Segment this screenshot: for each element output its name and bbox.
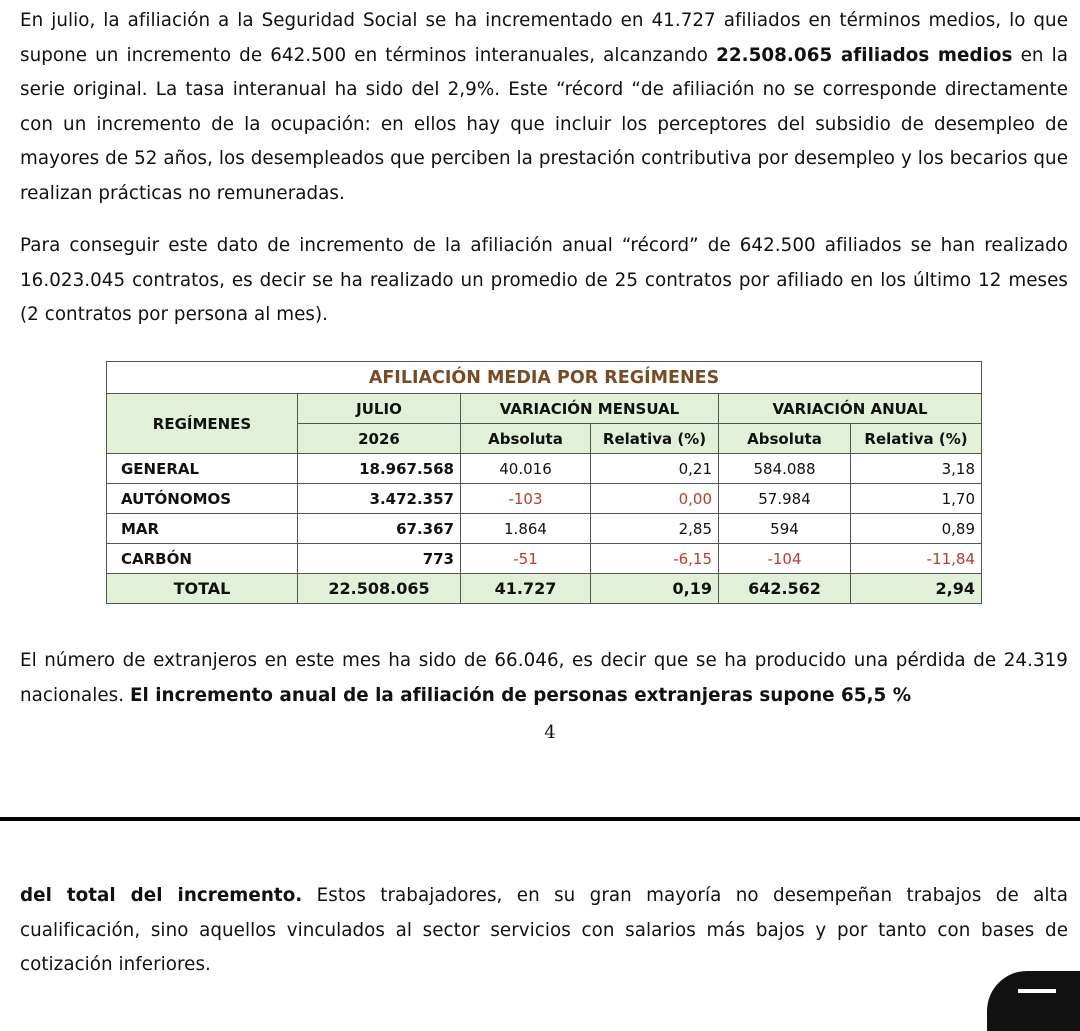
- cell-anual-absoluta: 594: [719, 514, 851, 544]
- row-label: MAR: [107, 514, 298, 544]
- paragraph-continuacion-text: Estos trabajadores, en su gran mayoría no desempeñan trabajos de alta cualificación, sino aquellos vinculados al sector servicios con salarios más bajos y por tanto con bases de cotización inferiores.: [20, 885, 1068, 975]
- cell-anual-relativa: 1,70: [851, 484, 982, 514]
- cell-anual-relativa: 3,18: [851, 454, 982, 484]
- paragraph-continuacion: [20, 879, 1068, 983]
- table-row: [107, 514, 982, 544]
- paragraph-contratos: Para conseguir este dato de incremento de la afiliación anual “récord” de 642.500 afiliados se han realizado 16.023.045 contratos, es decir se ha realizado un promedio de 25 contratos por afiliado en los último 12 meses (2 contratos por persona al mes).: [20, 235, 1068, 325]
- total-label: TOTAL: [107, 574, 298, 604]
- cell-mensual-relativa: 0,21: [591, 454, 719, 484]
- table-row: [107, 544, 982, 574]
- paragraph-continuacion-bold: del total del incremento.: [20, 885, 303, 906]
- corner-menu-icon[interactable]: [987, 971, 1080, 1031]
- paragraph-extranjeros-text: El número de extranjeros en este mes ha sido de 66.046, es decir que se ha producido una pérdida de 24.319 nacionales.: [20, 650, 1068, 706]
- row-label: CARBÓN: [107, 544, 298, 574]
- cell-mensual-absoluta: 40.016: [461, 454, 591, 484]
- header-variacion-mensual: VARIACIÓN MENSUAL: [461, 394, 719, 424]
- header-mensual-absoluta: Absoluta: [461, 424, 591, 454]
- afiliacion-table: [106, 361, 982, 604]
- total-mensual-absoluta: 41.727: [461, 574, 591, 604]
- total-anual-absoluta: 642.562: [719, 574, 851, 604]
- header-julio: JULIO: [298, 394, 461, 424]
- paragraph-afiliacion-bold: 22.508.065 afiliados medios: [716, 44, 1013, 66]
- header-anual-relativa: Relativa (%): [851, 424, 982, 454]
- header-regimenes: REGÍMENES: [107, 394, 298, 454]
- cell-anual-relativa: -11,84: [851, 544, 982, 574]
- header-variacion-anual: VARIACIÓN ANUAL: [719, 394, 982, 424]
- cell-julio: 67.367: [298, 514, 461, 544]
- total-anual-relativa: 2,94: [851, 574, 982, 604]
- paragraph-afiliacion-text-2: en la serie original. La tasa interanual ha sido del 2,9%. Este “récord “de afiliación no se corresponde directamente con un incremento de la ocupación: en ellos hay que incluir los perceptores del subsidio de desempleo de mayores de 52 años, los desempleados que perciben la prestación contributiva por desempleo y los becarios que realizan prácticas no remuneradas.: [20, 44, 1068, 204]
- cell-julio: 18.967.568: [298, 454, 461, 484]
- header-year: 2026: [298, 424, 461, 454]
- row-label: GENERAL: [107, 454, 298, 484]
- cell-anual-absoluta: -104: [719, 544, 851, 574]
- paragraph-extranjeros: [20, 644, 1068, 713]
- paragraph-afiliacion-text-1: En julio, la afiliación a la Seguridad Social se ha incrementado en 41.727 afiliados en términos medios, lo que supone un incremento de 642.500 en términos interanuales, alcanzando: [20, 10, 1068, 66]
- paragraph-extranjeros-bold: El incremento anual de la afiliación de personas extranjeras supone 65,5 %: [129, 684, 912, 706]
- paragraph-afiliacion: [20, 4, 1068, 211]
- header-anual-absoluta: Absoluta: [719, 424, 851, 454]
- total-mensual-relativa: 0,19: [591, 574, 719, 604]
- cell-mensual-absoluta: 1.864: [461, 514, 591, 544]
- table-row: [107, 484, 982, 514]
- cell-mensual-absoluta: -51: [461, 544, 591, 574]
- table-row: [107, 454, 982, 484]
- page-divider: [0, 817, 1080, 821]
- header-mensual-relativa: Relativa (%): [591, 424, 719, 454]
- cell-anual-absoluta: 584.088: [719, 454, 851, 484]
- table-total-row: [107, 574, 982, 604]
- cell-mensual-absoluta: -103: [461, 484, 591, 514]
- cell-anual-absoluta: 57.984: [719, 484, 851, 514]
- cell-julio: 773: [298, 544, 461, 574]
- cell-julio: 3.472.357: [298, 484, 461, 514]
- cell-mensual-relativa: 2,85: [591, 514, 719, 544]
- total-julio: 22.508.065: [298, 574, 461, 604]
- cell-anual-relativa: 0,89: [851, 514, 982, 544]
- table-title: AFILIACIÓN MEDIA POR REGÍMENES: [107, 362, 982, 394]
- page-number: 4: [544, 722, 556, 743]
- row-label: AUTÓNOMOS: [107, 484, 298, 514]
- cell-mensual-relativa: -6,15: [591, 544, 719, 574]
- menu-bar-icon: [1018, 989, 1056, 993]
- cell-mensual-relativa: 0,00: [591, 484, 719, 514]
